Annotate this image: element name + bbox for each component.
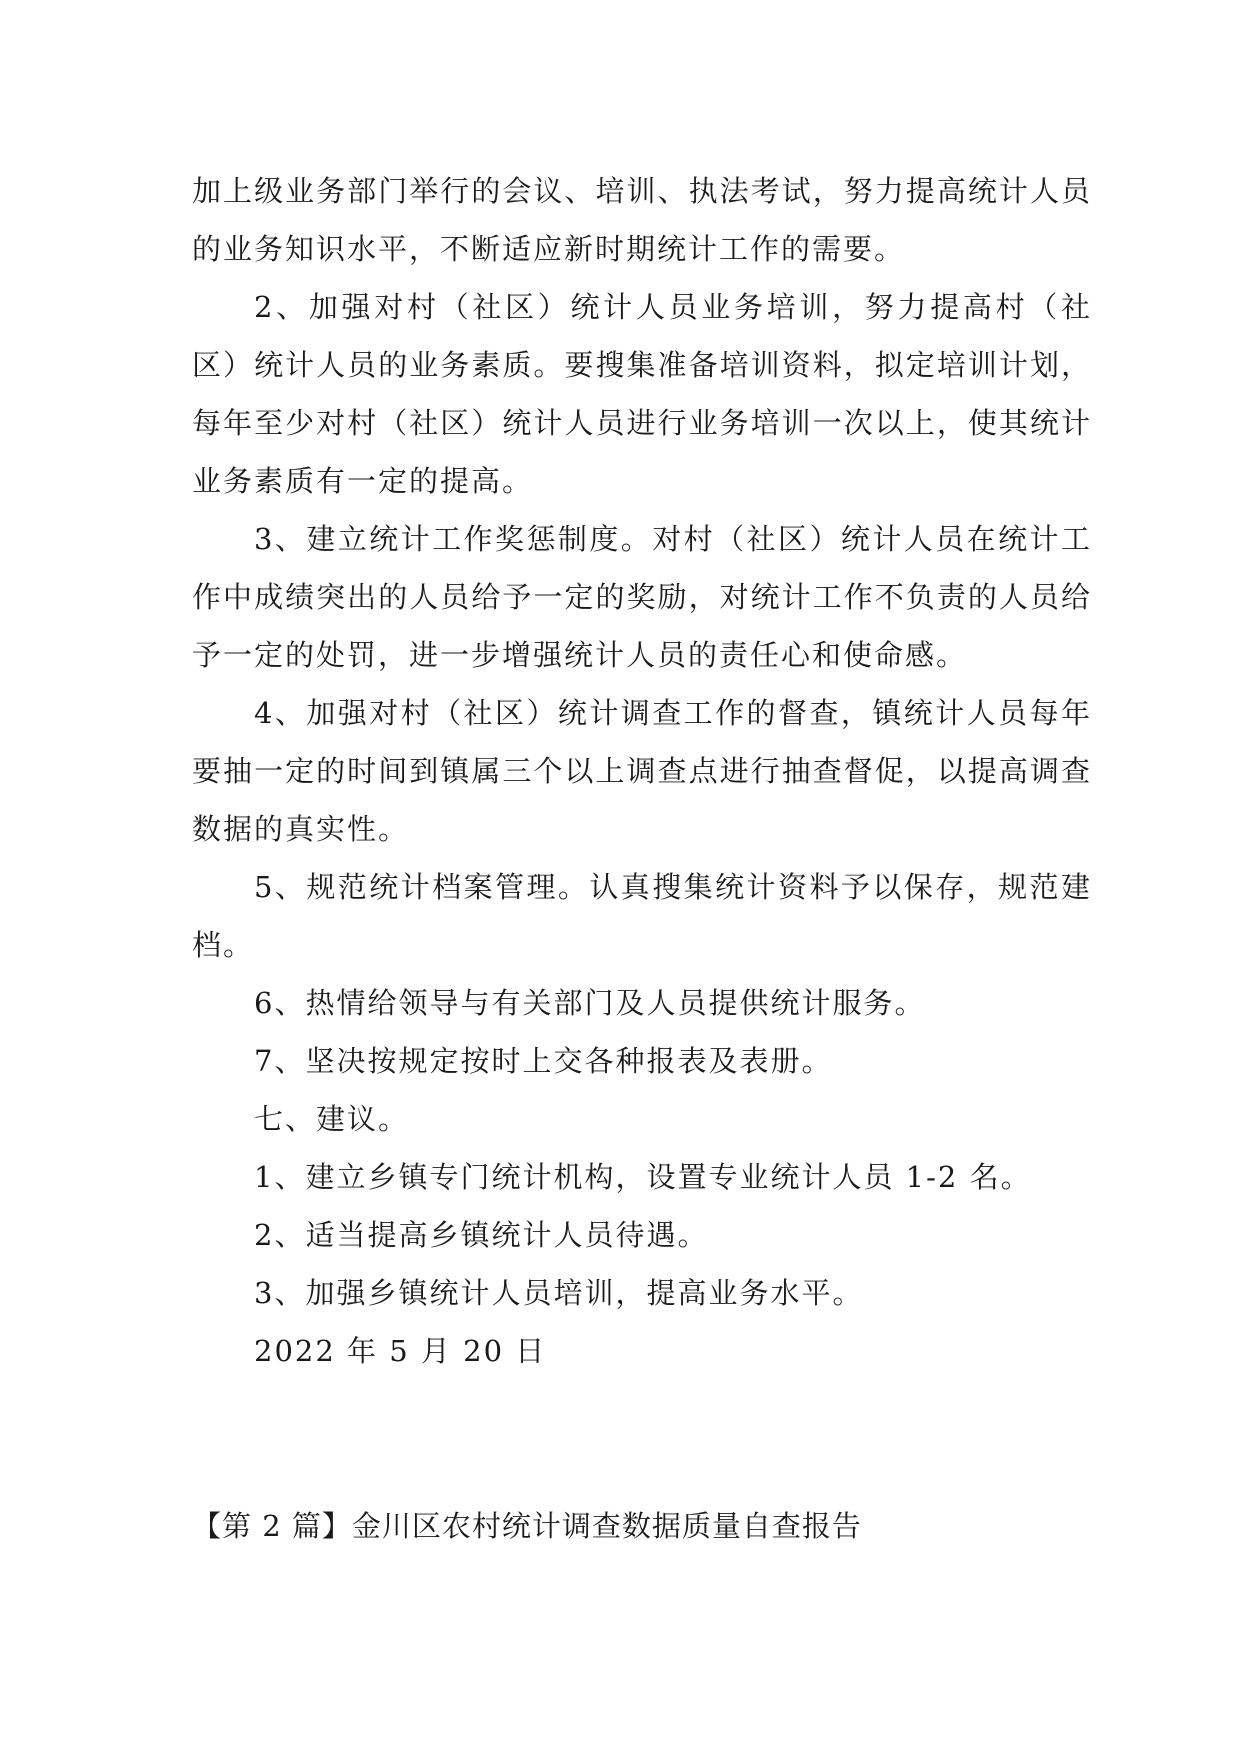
next-article-heading: 【第 2 篇】金川区农村统计调查数据质量自查报告	[192, 1509, 862, 1543]
paragraph-item-4-supervision: 4、加强对村（社区）统计调查工作的督查，镇统计人员每年要抽一定的时间到镇属三个以上调查点进行抽查督促，以提高调查数据的真实性。	[192, 696, 1092, 846]
suggestion-item-3: 3、加强乡镇统计人员培训，提高业务水平。	[254, 1276, 864, 1310]
document-date: 2022 年 5 月 20 日	[254, 1334, 547, 1368]
paragraph-item-7-reports: 7、坚决按规定按时上交各种报表及表册。	[254, 1044, 833, 1078]
document-body	[192, 162, 1092, 1380]
paragraph-item-5-archives: 5、规范统计档案管理。认真搜集统计资料予以保存，规范建档。	[192, 870, 1092, 962]
paragraph-item-2-training: 2、加强对村（社区）统计人员业务培训，努力提高村（社区）统计人员的业务素质。要搜集准备培训资料，拟定培训计划，每年至少对村（社区）统计人员进行业务培训一次以上，使其统计业务素质有一定的提高。	[192, 290, 1092, 498]
section-heading-suggestions: 七、建议。	[254, 1102, 410, 1136]
paragraph-item-6-service: 6、热情给领导与有关部门及人员提供统计服务。	[254, 986, 926, 1020]
suggestion-item-1: 1、建立乡镇专门统计机构，设置专业统计人员 1-2 名。	[254, 1160, 1032, 1194]
paragraph-continuation: 加上级业务部门举行的会议、培训、执法考试，努力提高统计人员的业务知识水平，不断适应新时期统计工作的需要。	[192, 174, 1092, 266]
paragraph-item-3-reward-system: 3、建立统计工作奖惩制度。对村（社区）统计人员在统计工作中成绩突出的人员给予一定的奖励，对统计工作不负责的人员给予一定的处罚，进一步增强统计人员的责任心和使命感。	[192, 522, 1092, 672]
suggestion-item-2: 2、适当提高乡镇统计人员待遇。	[254, 1218, 709, 1252]
